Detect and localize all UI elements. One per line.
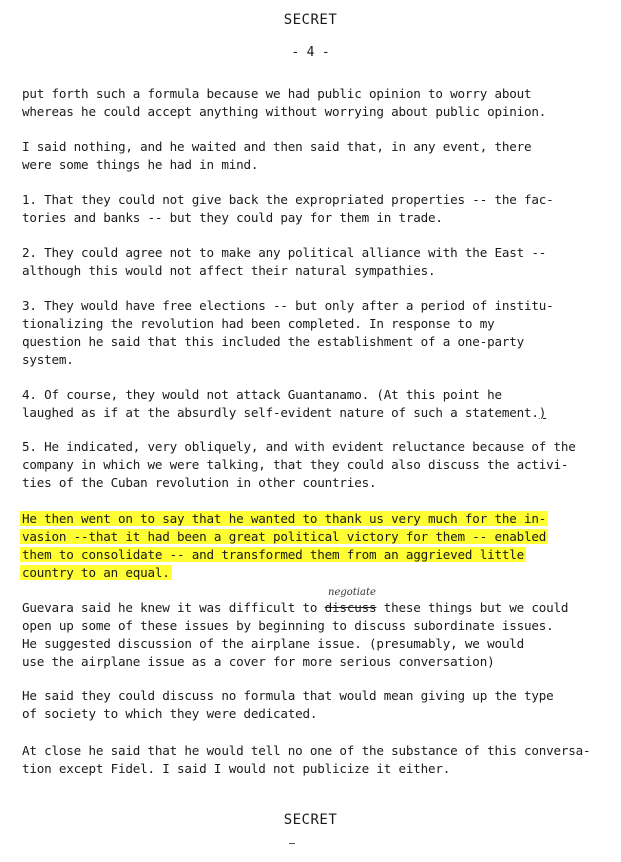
handwritten-correction: negotiate [328, 587, 376, 598]
text-line: put forth such a formula because we had public opinion to worry about [22, 86, 532, 101]
text-line: 1. That they could not give back the expropriated properties -- the fac- [22, 192, 554, 207]
text-line: although this would not affect their natural sympathies. [22, 263, 436, 278]
paragraph-at-close [22, 742, 607, 778]
text-line: open up some of these issues by beginning to discuss subordinate issues. [22, 618, 554, 633]
highlighted-text-line: them to consolidate -- and transformed them from an aggrieved little [22, 547, 524, 562]
text-line: 2. They could agree not to make any political alliance with the East -- [22, 245, 547, 260]
paragraph-point-5 [22, 438, 607, 492]
highlighted-text-line: He then went on to say that he wanted to thank us very much for the in- [22, 511, 547, 526]
paragraph-point-2 [22, 244, 607, 280]
closing-parenthesis: ) [538, 405, 547, 420]
text-line: system. [22, 352, 74, 367]
text-line: tories and banks -- but they could pay for them in trade. [22, 210, 443, 225]
text-line: ties of the Cuban revolution in other countries. [22, 475, 377, 490]
paragraph-highlighted-invasion [22, 510, 607, 582]
text-line: laughed as if at the absurdly self-evident nature of such a statement. [22, 405, 539, 420]
text-line: company in which we were talking, that they could also discuss the activi- [22, 457, 569, 472]
text-line: whereas he could accept anything without worrying about public opinion. [22, 104, 547, 119]
text-line: tionalizing the revolution had been completed. In response to my [22, 316, 495, 331]
highlighted-text-line: country to an equal. [22, 565, 170, 580]
text-line: question he said that this included the establishment of a one-party [22, 334, 524, 349]
text-line: tion except Fidel. I said I would not publicize it either. [22, 761, 451, 776]
paragraph-no-formula [22, 687, 607, 723]
text-line: 5. He indicated, very obliquely, and with evident reluctance because of the [22, 439, 576, 454]
paragraph-continuation [22, 85, 607, 121]
text-line: At close he said that he would tell no one of the substance of this conversa- [22, 743, 591, 758]
header-classification: SECRET [283, 12, 338, 28]
footer-classification: SECRET [283, 812, 338, 828]
highlighted-text-line: vasion --that it had been a great political victory for them -- enabled [22, 529, 547, 544]
text-line: of society to which they were dedicated. [22, 706, 318, 721]
paragraph-point-4 [22, 386, 607, 422]
paragraph-point-3 [22, 297, 607, 369]
text-line: He said they could discuss no formula that would mean giving up the type [22, 688, 554, 703]
paragraph-guevara-said [22, 587, 607, 671]
page-number: - 4 - [291, 45, 330, 60]
text-line: were some things he had in mind. [22, 157, 259, 172]
struck-word: discuss [324, 600, 377, 615]
text-line: Guevara said he knew it was difficult to [22, 600, 325, 615]
paragraph-point-1 [22, 191, 607, 227]
text-line: I said nothing, and he waited and then said that, in any event, there [22, 139, 532, 154]
text-line: 3. They would have free elections -- but only after a period of institu- [22, 298, 554, 313]
text-line-continuation: these things but we could [376, 600, 569, 615]
text-line: He suggested discussion of the airplane issue. (presumably, we would [22, 636, 524, 651]
text-line: 4. Of course, they would not attack Guantanamo. (At this point he [22, 387, 502, 402]
paragraph-i-said-nothing [22, 138, 607, 174]
text-line: use the airplane issue as a cover for more serious conversation) [22, 654, 495, 669]
footer-mark [289, 843, 295, 844]
